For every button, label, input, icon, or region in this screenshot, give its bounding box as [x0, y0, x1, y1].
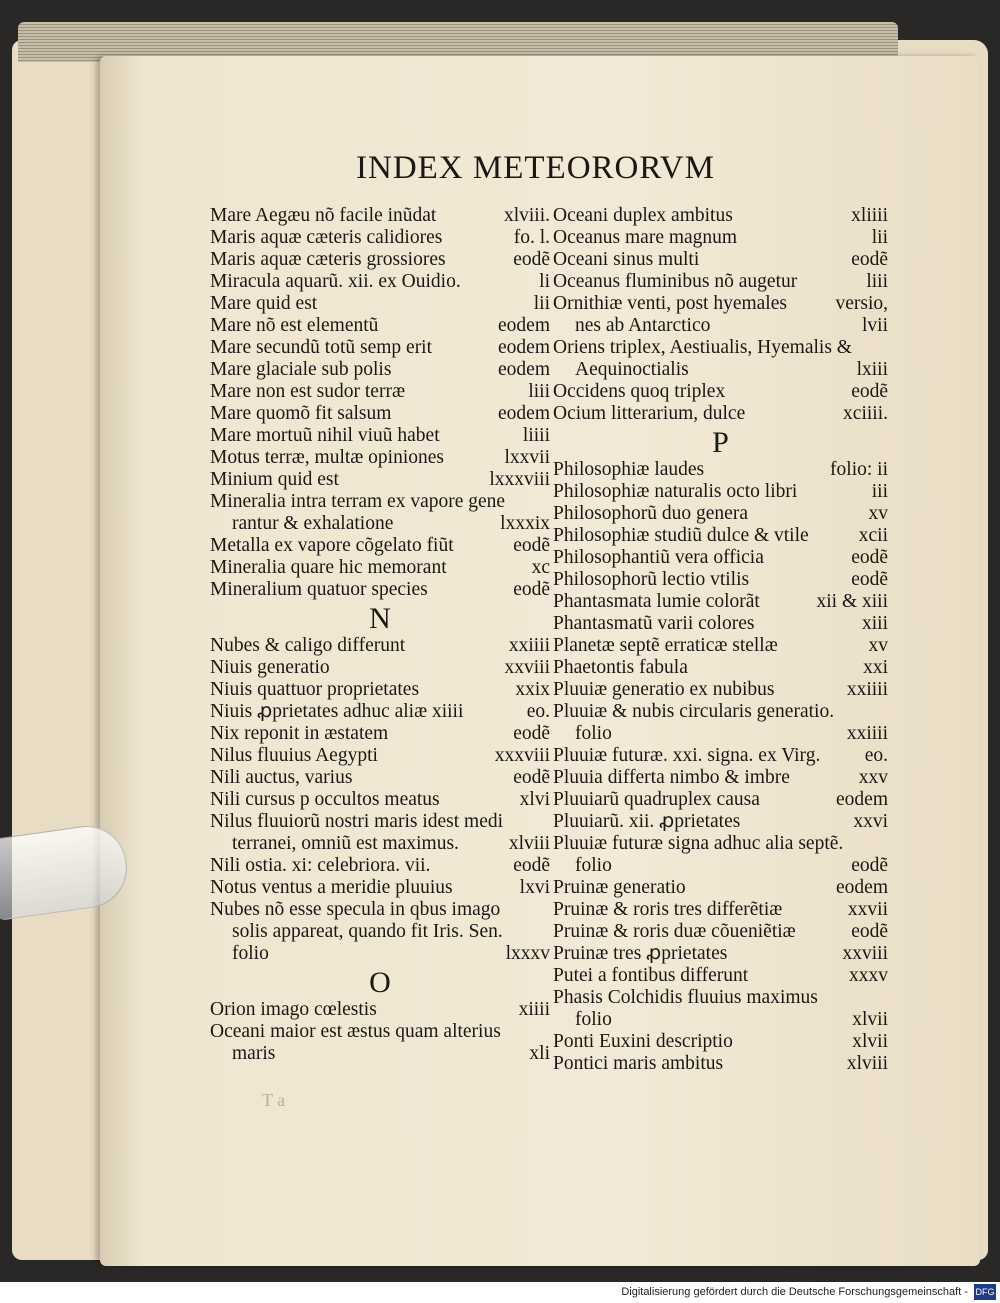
entry-text: Nix reponit in æstatem [210, 723, 389, 744]
section-letter: P [712, 426, 729, 459]
index-entry [553, 811, 888, 833]
index-entry [553, 227, 888, 249]
entry-text: Pluuiæ generatio ex nubibus [553, 679, 775, 700]
entry-folio-ref: xxxv [849, 965, 888, 986]
index-entry [553, 899, 888, 921]
page-title: INDEX METEORORVM [356, 150, 715, 186]
entry-text: Philosophorũ lectio vtilis [553, 569, 750, 590]
entry-folio-ref [544, 811, 550, 833]
entry-folio-ref [882, 987, 888, 1009]
entry-text: Pontici maris ambitus [553, 1053, 724, 1074]
index-entry [553, 701, 888, 723]
entry-text: Mineralia intra terram ex vapore gene [210, 491, 506, 512]
index-column-left [210, 205, 550, 1065]
index-entry [553, 547, 888, 569]
entry-folio-ref: lxiii [856, 359, 888, 380]
index-entry [210, 701, 550, 723]
entry-text: Miracula aquarũ. xii. ex Ouidio. [210, 271, 461, 292]
index-entry [210, 833, 550, 855]
entry-folio-ref: xlviii. [503, 205, 550, 226]
entry-folio-ref: xcii [858, 525, 888, 546]
entry-folio-ref [544, 491, 550, 513]
entry-text: Pluuiæ futuræ signa adhuc alia septẽ. [553, 833, 844, 854]
entry-text: Pruinæ generatio [553, 877, 686, 898]
entry-folio-ref: xciiii. [843, 403, 888, 424]
entry-folio-ref: iii [871, 481, 888, 502]
entry-text: folio [232, 943, 269, 964]
index-entry [210, 491, 550, 513]
entry-folio-ref: folio: ii [830, 459, 888, 480]
entry-folio-ref: lvii [861, 315, 888, 336]
entry-folio-ref: eodẽ [513, 249, 550, 270]
entry-folio-ref: eodẽ [851, 249, 888, 270]
entry-folio-ref: xliiii [851, 205, 888, 226]
index-entry [210, 745, 550, 767]
index-entry [553, 1009, 888, 1031]
entry-text: folio [575, 723, 612, 744]
entry-folio-ref: fo. l. [513, 227, 550, 248]
entry-text: Maris aquæ cæteris grossiores [210, 249, 446, 270]
index-entry [210, 811, 550, 833]
index-entry [210, 271, 550, 293]
index-entry [210, 767, 550, 789]
entry-folio-ref: eodẽ [851, 547, 888, 568]
entry-text: folio [575, 1009, 612, 1030]
index-entry [553, 525, 888, 547]
entry-text: Minium quid est [210, 469, 339, 490]
entry-text: Putei a fontibus differunt [553, 965, 749, 986]
entry-text: Nili ostia. xi: celebriora. vii. [210, 855, 431, 876]
index-entry [210, 657, 550, 679]
entry-folio-ref: xlvii [852, 1031, 888, 1052]
entry-text: Ponti Euxini descriptio [553, 1031, 733, 1052]
entry-text: terranei, omniũ est maximus. [232, 833, 459, 854]
entry-text: Niuis quattuor proprietates [210, 679, 420, 700]
entry-folio-ref: lxxvii [504, 447, 550, 468]
index-entry [210, 1043, 550, 1065]
index-entry [210, 535, 550, 557]
entry-text: Nilus fluuiorũ nostri maris idest medi [210, 811, 504, 832]
entry-text: Oriens triplex, Aestiualis, Hyemalis & [553, 337, 852, 358]
index-entry [210, 513, 550, 535]
section-letter: N [369, 602, 391, 635]
entry-folio-ref: eodẽ [851, 569, 888, 590]
entry-folio-ref: eodem [498, 315, 550, 336]
entry-folio-ref: xxiiii [846, 679, 888, 700]
entry-text: Ornithiæ venti, post hyemales [553, 293, 787, 314]
index-entry [553, 459, 888, 481]
entry-folio-ref: eodem [498, 337, 550, 358]
entry-folio-ref: liiii [522, 425, 550, 446]
entry-folio-ref: li [539, 271, 550, 292]
index-entry [553, 205, 888, 227]
entry-folio-ref: xxv [858, 767, 888, 788]
entry-text: Mare nõ est elementũ [210, 315, 379, 336]
entry-folio-ref: xxvii [847, 899, 888, 920]
entry-text: Ocium litterarium, dulce [553, 403, 746, 424]
entry-text: Nilus fluuius Aegypti [210, 745, 378, 766]
entry-text: Nili cursus p occultos meatus [210, 789, 440, 810]
entry-text: Mare quomõ fit salsum [210, 403, 392, 424]
index-entry [553, 987, 888, 1009]
entry-text: Mare mortuũ nihil viuũ habet [210, 425, 440, 446]
entry-folio-ref: xli [529, 1043, 550, 1064]
index-entry [210, 403, 550, 425]
entry-text: solis appareat, quando fit Iris. Sen. [232, 921, 503, 942]
entry-text: Niuis generatio [210, 657, 330, 678]
index-entry [553, 1031, 888, 1053]
entry-folio-ref: eo. [526, 701, 550, 722]
index-entry [553, 657, 888, 679]
entry-folio-ref: xxxviii [494, 745, 550, 766]
digitization-credit: Digitalisierung gefördert durch die Deutsche Forschungsgemeinschaft - [600, 1282, 1000, 1303]
entry-text: Phaetontis fabula [553, 657, 688, 678]
entry-text: Mineralium quatuor species [210, 579, 428, 600]
entry-text: Pluuiarũ quadruplex causa [553, 789, 760, 810]
index-entry [553, 723, 888, 745]
entry-folio-ref: lxxxviii [489, 469, 550, 490]
index-entry [210, 469, 550, 491]
index-entry [553, 503, 888, 525]
index-column-right [553, 205, 888, 1075]
entry-text: Pluuiarũ. xii. ꝓprietates [553, 811, 741, 832]
entry-text: Pluuiæ futuræ. xxi. signa. ex Virg. [553, 745, 821, 766]
entry-text: Pruinæ & roris tres differẽtiæ [553, 899, 783, 920]
entry-folio-ref: lii [533, 293, 550, 314]
entry-folio-ref: lxxxv [505, 943, 550, 964]
index-entry [553, 1053, 888, 1075]
entry-text: Motus terræ, multæ opiniones [210, 447, 444, 468]
signature-mark: T a [262, 1090, 286, 1110]
entry-text: Metalla ex vapore cõgelato fiũt [210, 535, 454, 556]
index-entry [553, 855, 888, 877]
section-letter: O [369, 966, 391, 999]
index-entry [553, 679, 888, 701]
entry-folio-ref: eodem [836, 789, 888, 810]
entry-folio-ref: eodẽ [851, 921, 888, 942]
entry-folio-ref: eodẽ [513, 723, 550, 744]
entry-text: Phantasmata lumie colorãt [553, 591, 760, 612]
index-entry [553, 877, 888, 899]
entry-folio-ref: lxvi [519, 877, 550, 898]
index-entry [210, 337, 550, 359]
index-entry [553, 767, 888, 789]
entry-folio-ref: xiiii [518, 999, 550, 1020]
entry-text: Orion imago cœlestis [210, 999, 377, 1020]
index-entry [210, 635, 550, 657]
index-entry [553, 789, 888, 811]
entry-folio-ref: eodem [498, 403, 550, 424]
entry-text: Philosophiæ studiũ dulce & vtile [553, 525, 809, 546]
entry-text: Planetæ septẽ erraticæ stellæ [553, 635, 778, 656]
entry-folio-ref: eodẽ [851, 855, 888, 876]
entry-folio-ref: xxiiii [508, 635, 550, 656]
entry-folio-ref: liii [866, 271, 888, 292]
entry-folio-ref [882, 833, 888, 855]
index-entry [210, 921, 550, 943]
entry-folio-ref: xlviii [846, 1053, 888, 1074]
entry-text: Pluuia differta nimbo & imbre [553, 767, 790, 788]
index-entry [553, 965, 888, 987]
index-entry [210, 557, 550, 579]
index-entry [553, 249, 888, 271]
entry-folio-ref: eodẽ [851, 381, 888, 402]
index-entry [210, 293, 550, 315]
entry-text: Philosophantiũ vera officia [553, 547, 764, 568]
entry-text: Mare Aegæu nõ facile inũdat [210, 205, 437, 226]
dfg-logo: DFG [974, 1284, 996, 1300]
entry-text: Pruinæ tres ꝓprietates [553, 943, 728, 964]
entry-text: rantur & exhalatione [232, 513, 394, 534]
entry-folio-ref: liii [528, 381, 550, 402]
entry-folio-ref: xxviii [842, 943, 888, 964]
index-entry [210, 249, 550, 271]
entry-folio-ref: xxviii [504, 657, 550, 678]
index-entry [210, 359, 550, 381]
entry-text: Maris aquæ cæteris calidiores [210, 227, 443, 248]
entry-folio-ref: eodẽ [513, 767, 550, 788]
entry-text: Nubes nõ esse specula in qbus imago [210, 899, 501, 920]
index-entry [210, 877, 550, 899]
entry-folio-ref: xc [531, 557, 550, 578]
index-entry [553, 745, 888, 767]
entry-text: Philosophiæ naturalis octo libri [553, 481, 798, 502]
entry-folio-ref: eodẽ [513, 535, 550, 556]
index-entry [553, 337, 888, 359]
index-entry [553, 315, 888, 337]
index-entry [553, 613, 888, 635]
index-entry [210, 723, 550, 745]
index-entry [210, 315, 550, 337]
entry-text: Philosophiæ laudes [553, 459, 705, 480]
entry-folio-ref: lxxxix [500, 513, 550, 534]
index-entry [553, 481, 888, 503]
index-entry [553, 591, 888, 613]
index-entry [553, 635, 888, 657]
entry-folio-ref: xiii [861, 613, 888, 634]
index-entry [210, 579, 550, 601]
entry-text: Niuis ꝓprietates adhuc aliæ xiiii [210, 701, 464, 722]
entry-text: Aequinoctialis [575, 359, 689, 380]
entry-text: Pruinæ & roris duæ cõueniẽtiæ [553, 921, 796, 942]
entry-text: Oceani duplex ambitus [553, 205, 733, 226]
index-entry [210, 899, 550, 921]
entry-text: Notus ventus a meridie pluuius [210, 877, 453, 898]
entry-folio-ref [544, 1021, 550, 1043]
entry-folio-ref: eodẽ [513, 579, 550, 600]
index-entry [210, 227, 550, 249]
entry-folio-ref: xv [868, 503, 888, 524]
entry-text: Oceanus mare magnum [553, 227, 738, 248]
index-entry [210, 855, 550, 877]
entry-folio-ref: versio, [835, 293, 888, 314]
entry-text: Phantasmatũ varii colores [553, 613, 755, 634]
index-entry [553, 271, 888, 293]
entry-text: Mare quid est [210, 293, 318, 314]
entry-text: Oceani sinus multi [553, 249, 700, 270]
entry-text: Oceani maior est æstus quam alterius [210, 1021, 501, 1042]
index-entry [210, 447, 550, 469]
footer-bar [0, 1282, 600, 1303]
entry-folio-ref [544, 921, 550, 943]
entry-folio-ref: eodẽ [513, 855, 550, 876]
entry-folio-ref [882, 337, 888, 359]
index-entry [553, 359, 888, 381]
entry-folio-ref: xv [868, 635, 888, 656]
entry-text: Occidens quoq triplex [553, 381, 726, 402]
index-entry [553, 569, 888, 591]
index-entry [210, 1021, 550, 1043]
entry-text: folio [575, 855, 612, 876]
entry-folio-ref: eodem [498, 359, 550, 380]
entry-folio-ref [882, 701, 888, 723]
entry-text: Nubes & caligo differunt [210, 635, 406, 656]
entry-text: Mare secundũ totũ semp erit [210, 337, 433, 358]
entry-folio-ref: xlvii [852, 1009, 888, 1030]
entry-text: Mare non est sudor terræ [210, 381, 405, 402]
index-entry [210, 381, 550, 403]
index-entry [210, 999, 550, 1021]
entry-text: maris [232, 1043, 276, 1064]
entry-folio-ref [544, 899, 550, 921]
entry-text: Mare glaciale sub polis [210, 359, 392, 380]
entry-folio-ref: xxi [863, 657, 888, 678]
index-entry [553, 833, 888, 855]
entry-text: Nili auctus, varius [210, 767, 353, 788]
index-entry [553, 921, 888, 943]
entry-folio-ref: xlvi [519, 789, 550, 810]
index-entry [553, 293, 888, 315]
entry-folio-ref: xxvi [853, 811, 888, 832]
index-entry [210, 789, 550, 811]
entry-folio-ref: xxix [515, 679, 550, 700]
entry-text: nes ab Antarctico [575, 315, 711, 336]
index-entry [553, 943, 888, 965]
index-entry [210, 679, 550, 701]
entry-folio-ref: lii [871, 227, 888, 248]
entry-folio-ref: xii & xiii [816, 591, 888, 612]
index-entry [210, 205, 550, 227]
entry-folio-ref: eodem [836, 877, 888, 898]
entry-text: Phasis Colchidis fluuius maximus [553, 987, 818, 1008]
entry-text: Mineralia quare hic memorant [210, 557, 447, 578]
index-entry [553, 403, 888, 425]
entry-text: Pluuiæ & nubis circularis generatio. [553, 701, 835, 722]
index-entry [210, 425, 550, 447]
index-entry [210, 943, 550, 965]
index-entry [553, 381, 888, 403]
entry-folio-ref: xxiiii [846, 723, 888, 744]
entry-folio-ref: eo. [864, 745, 888, 766]
entry-text: Oceanus fluminibus nõ augetur [553, 271, 798, 292]
entry-folio-ref: xlviii [508, 833, 550, 854]
entry-text: Philosophorũ duo genera [553, 503, 748, 524]
